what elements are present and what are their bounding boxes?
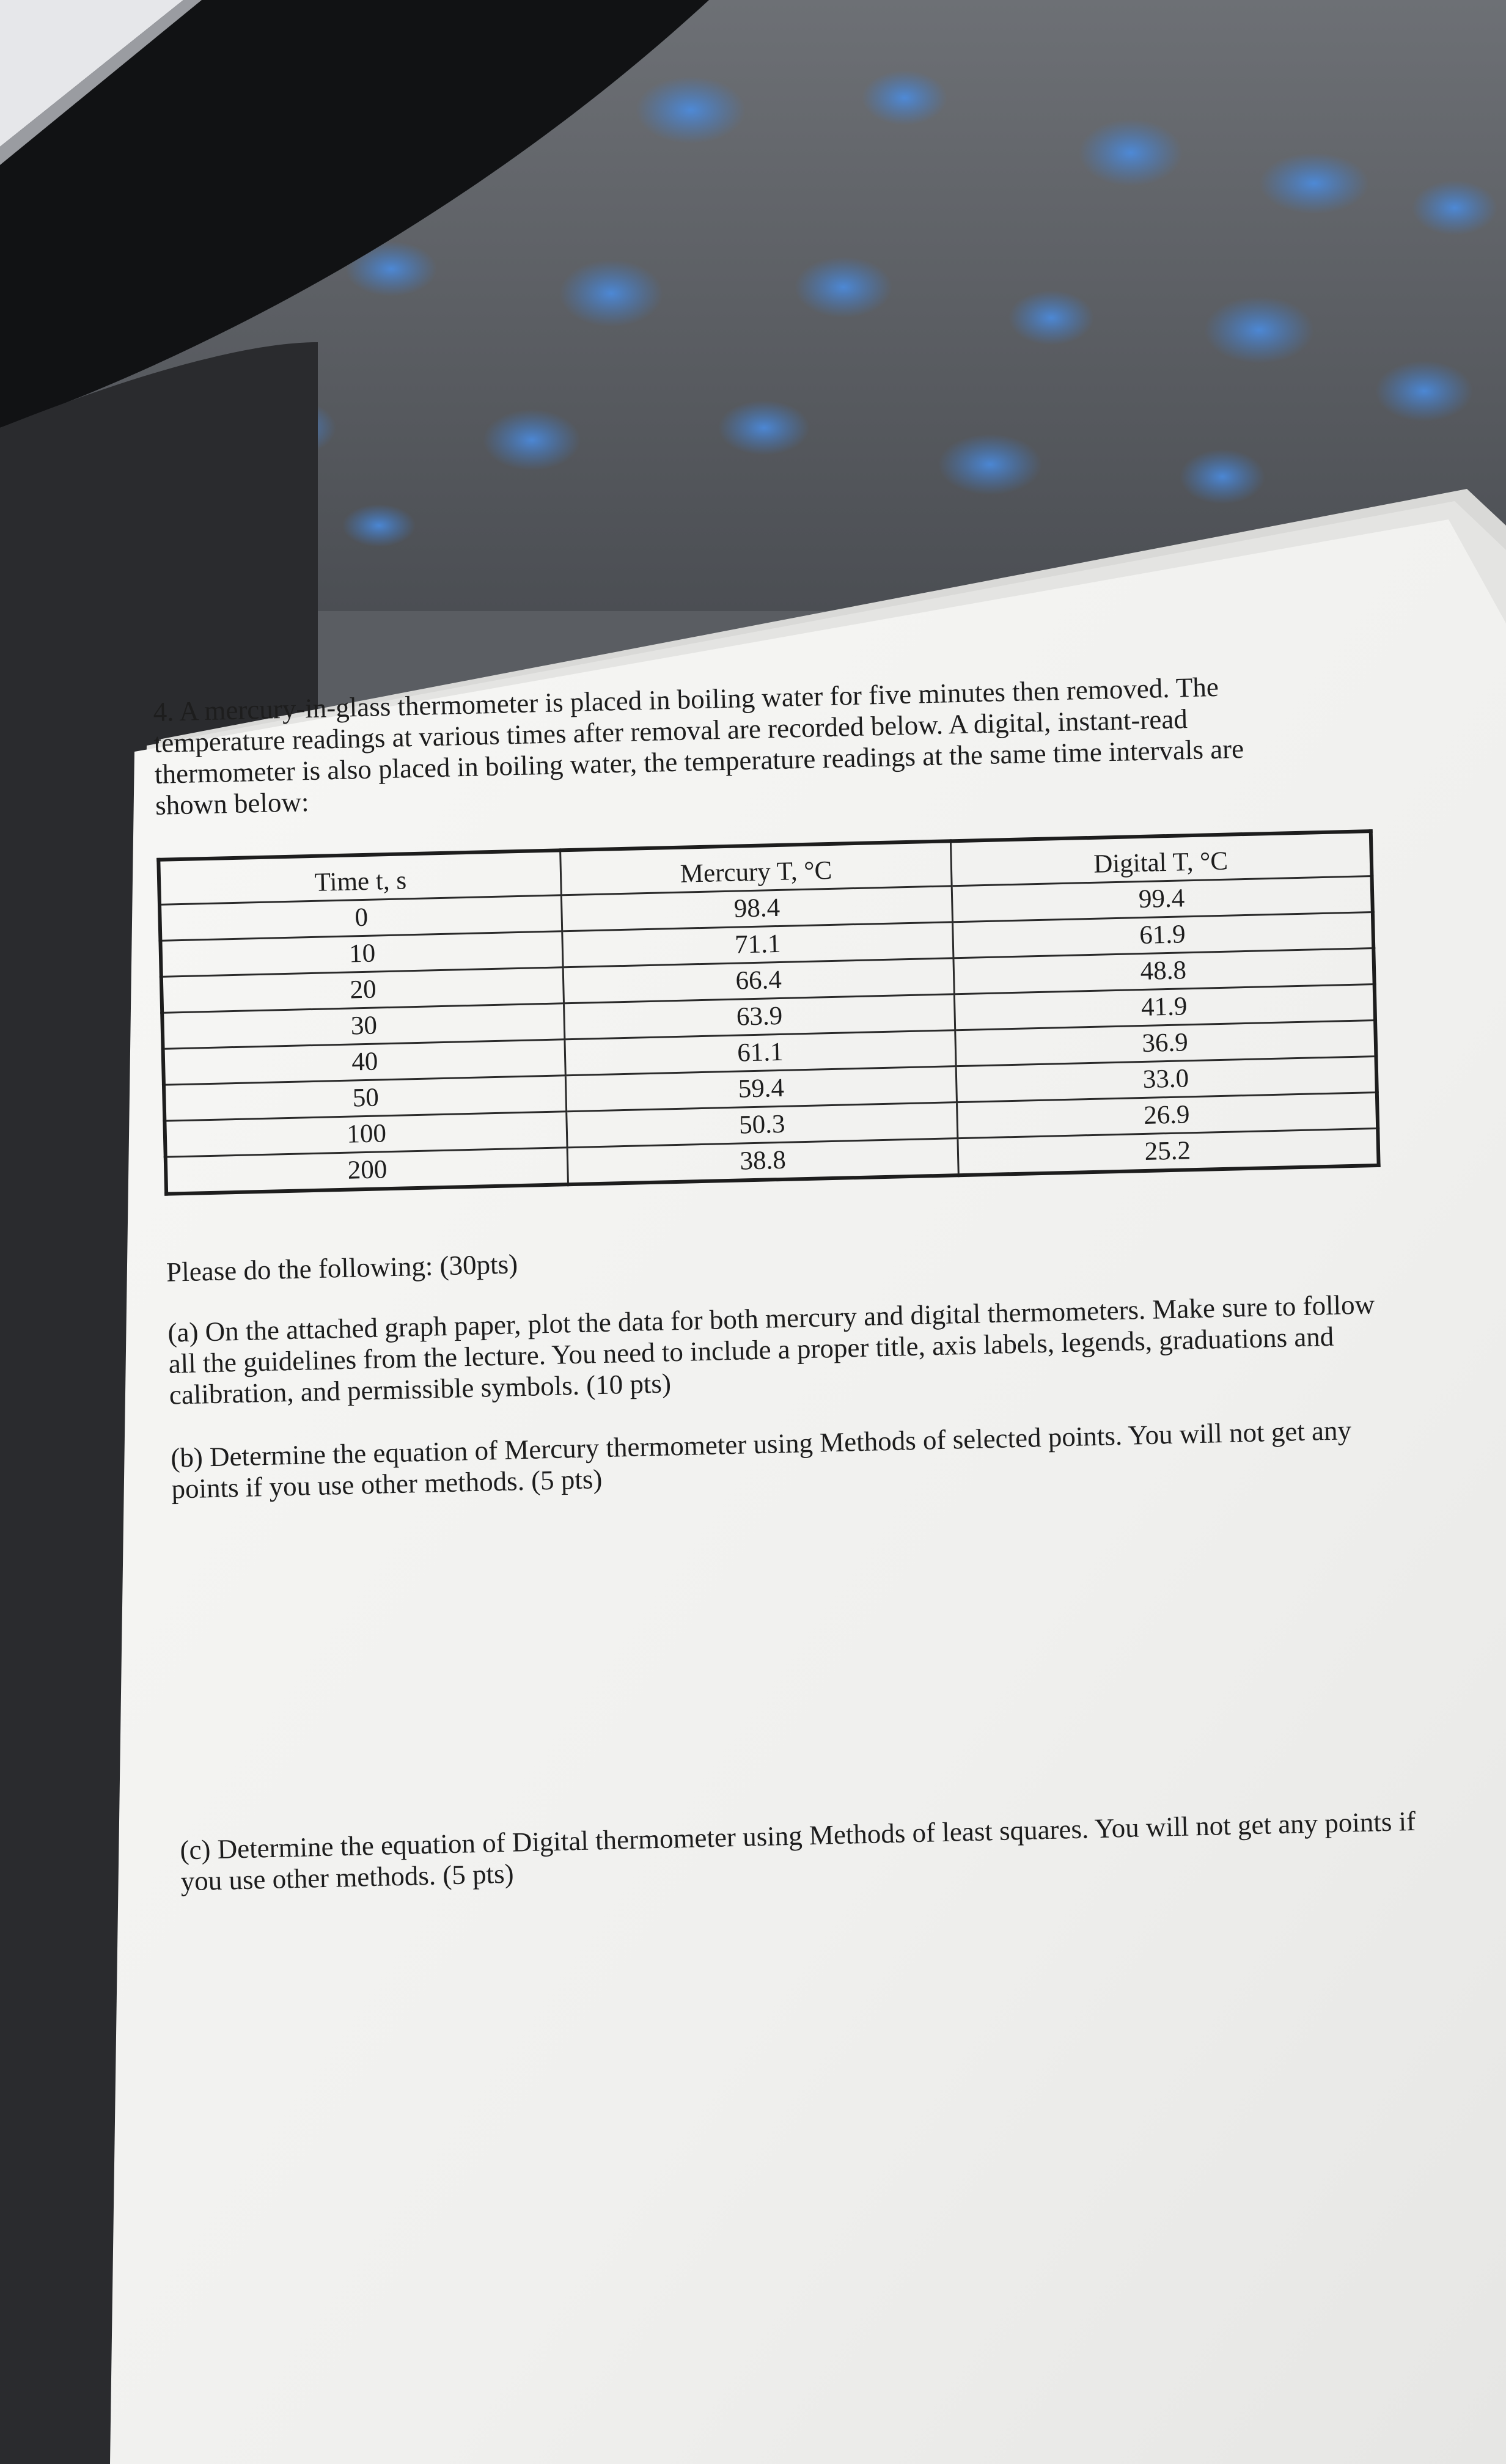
table-cell: 41.9: [954, 985, 1375, 1030]
table-cell: 61.9: [952, 912, 1373, 958]
table-cell: 10: [160, 931, 563, 977]
table-cell: 26.9: [957, 1092, 1378, 1138]
instructions-lead: Please do the following: (30pts): [166, 1248, 518, 1288]
part-a-text: (a) On the attached graph paper, plot the data for both mercury and digital thermometers. Make sure to follow all the guidelines from the lecture. You need to include a proper title, axis labels, legends, graduations and calibration, and permissible symbols. (10 pts): [167, 1289, 1375, 1410]
worksheet-content: [153, 668, 1416, 1898]
table-cell: 20: [161, 967, 564, 1013]
table-cell: 98.4: [562, 886, 952, 931]
column-header: Mercury T, °C: [560, 841, 952, 895]
table-cell: 71.1: [562, 922, 953, 967]
table-cell: 0: [160, 895, 562, 941]
table-cell: 50.3: [567, 1102, 957, 1148]
table-cell: 48.8: [953, 948, 1375, 994]
table-cell: 59.4: [566, 1066, 957, 1112]
column-header: Time t, s: [158, 850, 561, 904]
table-cell: 33.0: [956, 1057, 1377, 1102]
question-intro: 4. A mercury-in-glass thermometer is placed in boiling water for five minutes then removed. The temperature readings at various times after removal are recorded below. A digital, instant-read thermometer is also placed in boiling water, the temperature readings at the same time intervals are shown below:: [153, 671, 1244, 821]
table-cell: 38.8: [567, 1138, 958, 1185]
table-cell: 36.9: [955, 1021, 1376, 1066]
table-cell: 30: [162, 1003, 565, 1049]
column-header: Digital T, °C: [950, 831, 1372, 886]
part-c-text: (c) Determine the equation of Digital thermometer using Methods of least squares. You will not get any points if you use other methods. (5 pts): [179, 1805, 1416, 1897]
table-cell: 25.2: [957, 1128, 1378, 1175]
table-cell: 61.1: [565, 1030, 955, 1076]
data-table: [156, 829, 1380, 1196]
table-cell: 66.4: [564, 958, 954, 1003]
part-b-text: (b) Determine the equation of Mercury thermometer using Methods of selected points. You will not get any points if you use other methods. (5 pts): [170, 1415, 1352, 1505]
table-cell: 200: [166, 1148, 568, 1194]
table-cell: 99.4: [952, 876, 1373, 922]
table-cell: 40: [163, 1040, 566, 1085]
table-cell: 63.9: [564, 994, 955, 1040]
table-cell: 50: [164, 1076, 567, 1121]
table-cell: 100: [164, 1112, 567, 1157]
